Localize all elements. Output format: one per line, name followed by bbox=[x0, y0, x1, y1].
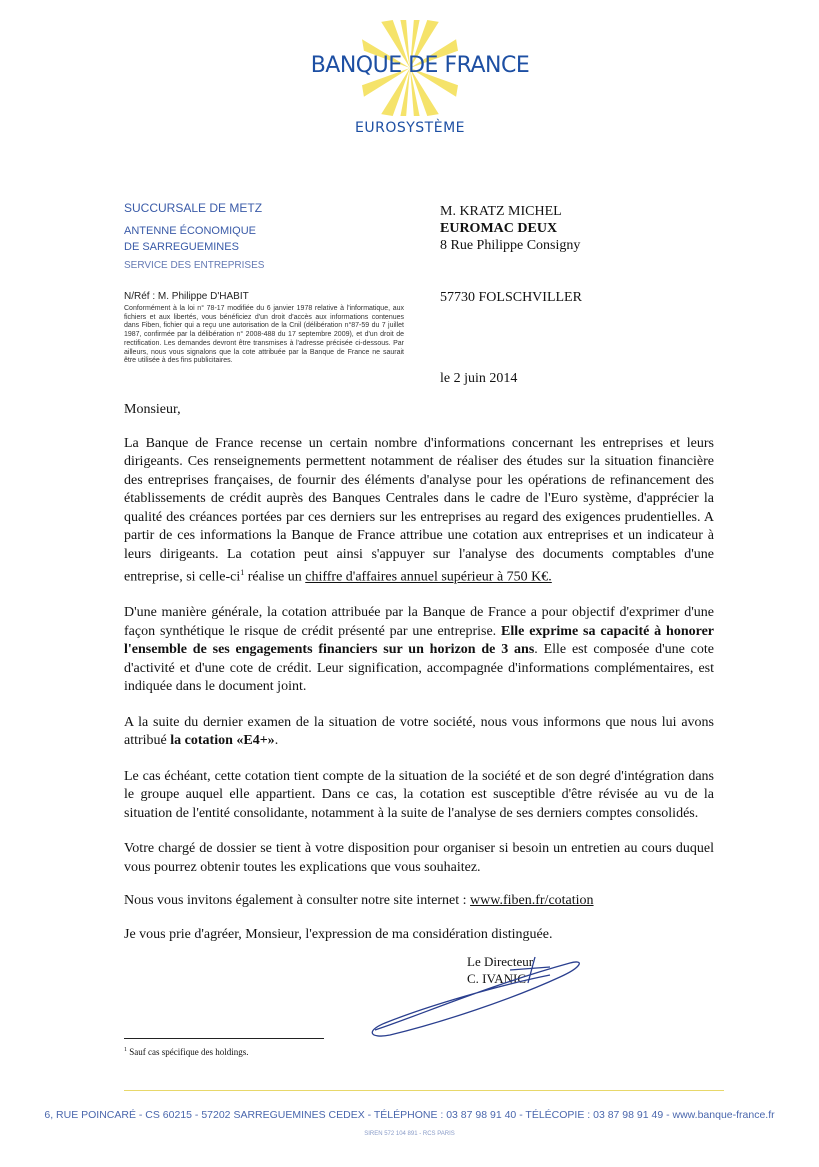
bank-logo-title: BANQUE DE FRANCE bbox=[310, 53, 530, 78]
footer-address: 6, RUE POINCARÉ - CS 60215 - 57202 SARREGUEMINES CEDEX - TÉLÉPHONE : 03 87 98 91 40 - TÉLÉCOPIE : 03 87 98 91 49 - www.banque-france.fr bbox=[44, 1109, 775, 1121]
paragraph-2-text-b: . Elle est composée d'une cote d'activité et d'une cote de crédit. Leur signification, accompagnée d'informations complémentaires, est indiquée dans le document joint. bbox=[124, 642, 714, 695]
turnover-threshold: chiffre d'affaires annuel supérieur à 750 K€. bbox=[305, 569, 552, 585]
recipient-street: 8 Rue Philippe Consigny bbox=[440, 238, 581, 253]
paragraph-5: Votre chargé de dossier se tient à votre disposition pour organiser si besoin un entretien au cours duquel vous pourrez obtenir toutes les explications que vous souhaitez. bbox=[124, 841, 714, 875]
paragraph-6 bbox=[124, 892, 714, 911]
sender-antenna-line1: ANTENNE ÉCONOMIQUE bbox=[124, 225, 257, 237]
paragraph-1-text: La Banque de France recense un certain nombre d'informations concernant les entreprises et leurs dirigeants. Ces renseignements permettent notamment de réaliser des études sur la situation financière des entreprises françaises, de fournir des éléments d'analyse pour les opérations de refinancement des établissements de crédit auprès des Banques Centrales dans le cadre de l'Euro système, d'apprécier la qualité des créances portées par ces derniers sur les entreprises au regard des exigences prudentielles. A partir de ces informations la Banque de France attribue une cotation aux entreprises et un indicateur à leurs dirigeants. La cotation peut ainsi s'appuyer sur l'analyse des documents comptables d'une entreprise, si celle-ci bbox=[124, 435, 714, 585]
paragraph-1-text-b: réalise un bbox=[244, 569, 306, 585]
paragraph-4: Le cas échéant, cette cotation tient compte de la situation de la société et de son degré d'intégration dans le groupe auquel elle appartient. Dans ce cas, la cotation est susceptible d'être révisée au vu de la situation de l'entité consolidante, notamment à la suite de l'analyse de ses derniers comptes consolidés. bbox=[124, 768, 714, 821]
footer-rule bbox=[124, 1090, 724, 1091]
recipient-company: EUROMAC DEUX bbox=[440, 221, 558, 236]
paragraph-3 bbox=[124, 714, 714, 751]
bank-logo-subtitle: EUROSYSTÈME bbox=[355, 120, 465, 136]
recipient-block bbox=[440, 203, 580, 254]
sender-antenna-line2: DE SARREGUEMINES bbox=[124, 241, 239, 253]
paragraph-3-text: A la suite du dernier examen de la situation de votre société, nous vous informons que nous lui avons attribué bbox=[124, 714, 714, 749]
footnote-mark: 1 bbox=[124, 1047, 127, 1053]
paragraph-2 bbox=[124, 604, 714, 697]
recipient-postal: 57730 FOLSCHVILLER bbox=[440, 290, 582, 305]
sender-block bbox=[124, 200, 264, 274]
footnote-ref: 1 bbox=[240, 568, 245, 577]
signatory-title: Le Directeur bbox=[467, 954, 534, 969]
letter-date: le 2 juin 2014 bbox=[440, 371, 518, 386]
sender-branch: SUCCURSALE DE METZ bbox=[124, 201, 263, 215]
paragraph-2-text: D'une manière générale, la cotation attribuée par la Banque de France a pour objectif d'exprimer d'une façon synthétique le risque de crédit présenté par une entreprise. bbox=[124, 605, 714, 639]
footer-siren: SIREN 572 104 891 - RCS PARIS bbox=[364, 1131, 455, 1137]
rating-value: la cotation «E4+» bbox=[170, 733, 275, 749]
paragraph-2-bold: Elle exprime sa capacité à honorer l'ensemble de ses engagements financiers sur un horizon de 3 ans bbox=[124, 623, 714, 658]
website-link[interactable]: www.fiben.fr/cotation bbox=[470, 893, 594, 909]
paragraph-6-text: Nous vous invitons également à consulter notre site internet : bbox=[124, 893, 471, 909]
footnote-rule bbox=[124, 1038, 324, 1039]
reference: N/Réf : M. Philippe D'HABIT bbox=[124, 291, 249, 302]
footnote bbox=[124, 1047, 248, 1057]
paragraph-3-text-b: . bbox=[274, 733, 279, 749]
recipient-name: M. KRATZ MICHEL bbox=[440, 204, 562, 219]
salutation: Monsieur, bbox=[124, 402, 181, 417]
letter-body bbox=[124, 401, 714, 944]
closing: Je vous prie d'agréer, Monsieur, l'expression de ma considération distinguée. bbox=[124, 926, 553, 942]
paragraph-1 bbox=[124, 435, 714, 588]
footnote-text: Sauf cas spécifique des holdings. bbox=[127, 1047, 249, 1057]
handwritten-signature bbox=[360, 945, 590, 1040]
cnil-notice: Conformément à la loi n° 78-17 modifiée du 6 janvier 1978 relative à l'informatique, aux fichiers et aux libertés, vous bénéficiez d'un droit d'accès aux informations contenues dans Fiben, fichier qui a reçu une autorisation de la Cnil (délibération n°87-59 du 7 juillet 1987, confirmée par la délibération n° 2008-488 du 17 septembre 2009), et d'un droit de rectification. Les demandes devront être transmises à l'adresse précisée ci-dessous. Par ailleurs, nous vous signalons que la cote attribuée par la Banque de France ne saurait être utilisée à des fins publicitaires. bbox=[124, 305, 404, 365]
signatory-name: C. IVANIC bbox=[467, 971, 526, 986]
sender-service: SERVICE DES ENTREPRISES bbox=[124, 260, 265, 271]
